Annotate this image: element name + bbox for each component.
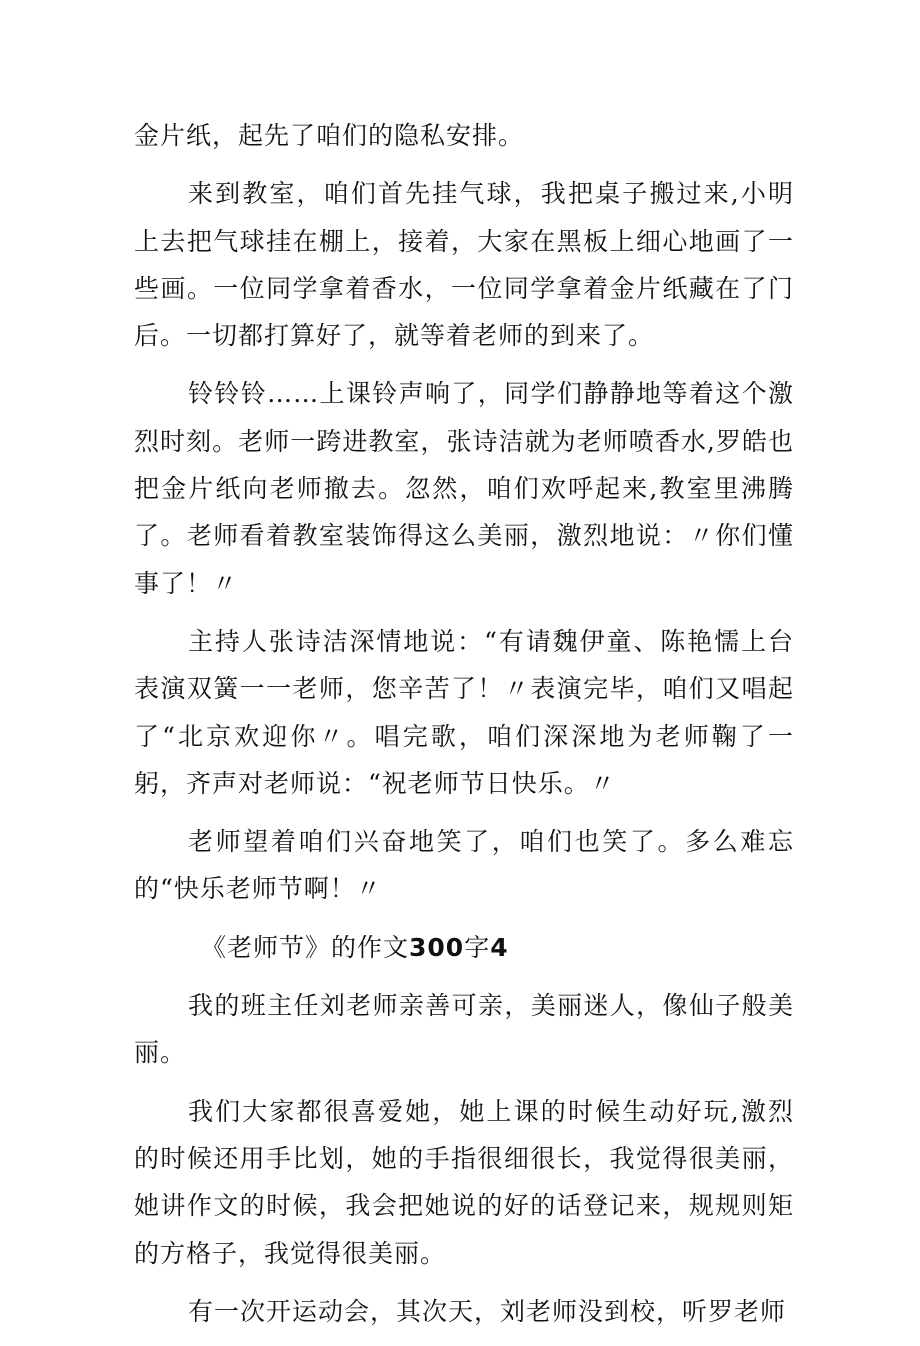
section-heading (134, 924, 794, 971)
heading-suffix: 字 (464, 932, 491, 962)
heading-number: 300 (409, 932, 465, 962)
paragraph-3: 铃铃铃……上课铃声响了，同学们静静地等着这个激烈时刻。老师一跨进教室，张诗洁就为老师喷香水,罗皓也把金片纸向老师撤去。忽然，咱们欢呼起来,教室里沸腾了。老师看着教室装饰得这么美丽，激烈地说：〃你们懂事了！〃 (134, 379, 794, 598)
paragraph-5: 老师望着咱们兴奋地笑了，咱们也笑了。多么难忘的“快乐老师节啊！〃 (134, 827, 794, 904)
paragraph-4: 主持人张诗洁深情地说：“有请魏伊童、陈艳懦上台表演双簧一一老师，您辛苦了！〃表演完毕，咱们又唱起了“北京欢迎你〃。唱完歌，咱们深深地为老师鞠了一躬，齐声对老师说：“祝老师节日快乐。〃 (134, 626, 794, 798)
paragraph-7: 我们大家都很喜爱她，她上课的时候生动好玩,激烈的时候还用手比划，她的手指很细很长，我觉得很美丽，她讲作文的时候，我会把她说的好的话登记来，规规则矩的方格子，我觉得很美丽。 (134, 1096, 794, 1268)
paragraph-6: 我的班主任刘老师亲善可亲，美丽迷人，像仙子般美丽。 (134, 991, 794, 1068)
document-body (134, 112, 794, 1346)
paragraph-2: 来到教室，咱们首先挂气球，我把桌子搬过来,小明上去把气球挂在棚上，接着，大家在黑板上细心地画了一些画。一位同学拿着香水，一位同学拿着金片纸藏在了门后。一切都打算好了，就等着老师的到来了。 (134, 179, 794, 351)
paragraph-8: 有一次开运动会，其次天，刘老师没到校，听罗老师 (188, 1296, 787, 1326)
paragraph-1: 金片纸，起先了咱们的隐私安排。 (134, 121, 525, 150)
heading-index: 4 (490, 932, 509, 962)
heading-text: 《老师节》的作文 (201, 932, 410, 962)
